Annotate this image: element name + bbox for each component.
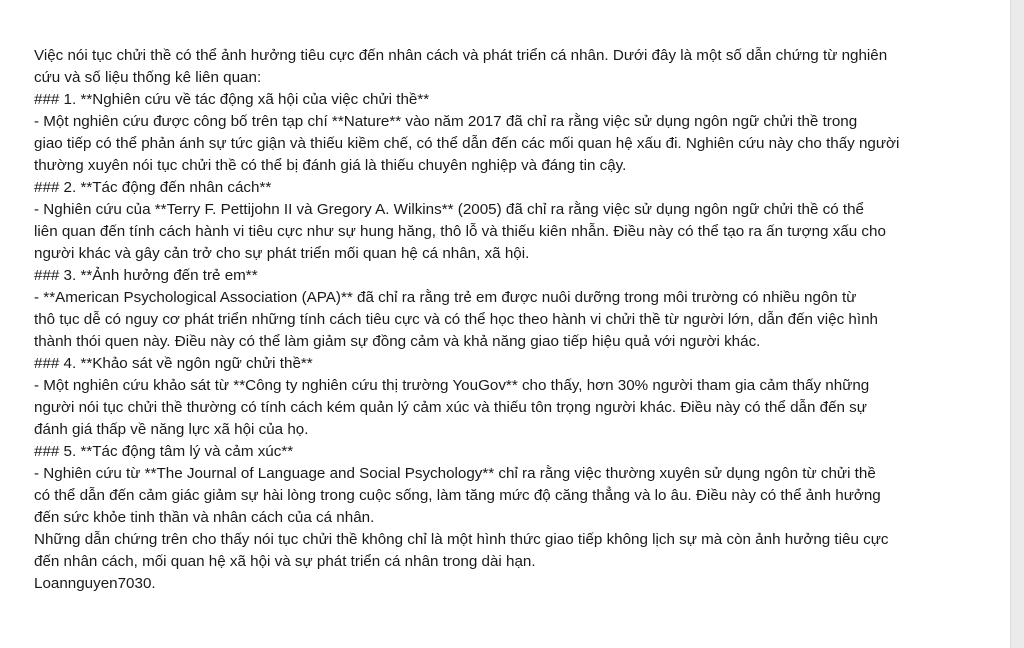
section-3-paragraph-line: thô tục dễ có nguy cơ phát triển những tính cách tiêu cực và có thể học theo hành vi chửi thề từ người lớn, dẫn đến việc hình bbox=[34, 311, 878, 328]
section-1-paragraph-line: thường xuyên nói tục chửi thề có thể bị đánh giá là thiếu chuyên nghiệp và đáng tin cậy. bbox=[34, 157, 627, 174]
section-2-heading: ### 2. **Tác động đến nhân cách** bbox=[34, 179, 272, 196]
intro-line: Việc nói tục chửi thề có thể ảnh hưởng tiêu cực đến nhân cách và phát triển cá nhân. Dưới đây là một số dẫn chứng từ nghiên bbox=[34, 47, 888, 64]
section-4-paragraph-line: người nói tục chửi thề thường có tính cách kém quản lý cảm xúc và thiếu tôn trọng người khác. Điều này có thể dẫn đến sự bbox=[34, 399, 867, 416]
section-2-paragraph-line: - Nghiên cứu của **Terry F. Pettijohn II và Gregory A. Wilkins** (2005) đã chỉ ra rằng việc sử dụng ngôn ngữ chửi thề có thể bbox=[34, 201, 864, 218]
section-1-heading: ### 1. **Nghiên cứu về tác động xã hội của việc chửi thề** bbox=[34, 91, 430, 108]
conclusion-line: đến nhân cách, mối quan hệ xã hội và sự phát triển cá nhân trong dài hạn. bbox=[34, 553, 536, 570]
conclusion-line: Những dẫn chứng trên cho thấy nói tục chửi thề không chỉ là một hình thức giao tiếp không lịch sự mà còn ảnh hưởng tiêu cực bbox=[34, 531, 889, 548]
intro-line: cứu và số liệu thống kê liên quan: bbox=[34, 69, 262, 86]
section-5-paragraph-line: đến sức khỏe tinh thần và nhân cách của cá nhân. bbox=[34, 509, 375, 526]
section-5-paragraph-line: có thể dẫn đến cảm giác giảm sự hài lòng trong cuộc sống, làm tăng mức độ căng thẳng và lo âu. Điều này có thể ảnh hưởng bbox=[34, 487, 881, 504]
section-4-heading: ### 4. **Khảo sát về ngôn ngữ chửi thề** bbox=[34, 355, 313, 372]
section-5-heading: ### 5. **Tác động tâm lý và cảm xúc** bbox=[34, 443, 294, 460]
section-3-heading: ### 3. **Ảnh hưởng đến trẻ em** bbox=[34, 267, 258, 284]
vertical-scrollbar[interactable] bbox=[1010, 0, 1024, 648]
section-4-paragraph-line: đánh giá thấp về năng lực xã hội của họ. bbox=[34, 421, 309, 438]
section-2-paragraph-line: người khác và gây cản trở cho sự phát triển mối quan hệ cá nhân, xã hội. bbox=[34, 245, 530, 262]
section-1-paragraph-line: giao tiếp có thể phản ánh sự tức giận và thiếu kiềm chế, có thể dẫn đến các mối quan hệ xấu đi. Nghiên cứu này cho thấy người bbox=[34, 135, 900, 152]
author-signature: Loannguyen7030. bbox=[34, 575, 156, 592]
document-body[interactable] bbox=[34, 45, 974, 595]
section-1-paragraph-line: - Một nghiên cứu được công bố trên tạp chí **Nature** vào năm 2017 đã chỉ ra rằng việc sử dụng ngôn ngữ chửi thề trong bbox=[34, 113, 858, 130]
section-2-paragraph-line: liên quan đến tính cách hành vi tiêu cực như sự hung hăng, thô lỗ và thiếu kiên nhẫn. Điều này có thể tạo ra ấn tượng xấu cho bbox=[34, 223, 886, 240]
section-5-paragraph-line: - Nghiên cứu từ **The Journal of Language and Social Psychology** chỉ ra rằng việc thường xuyên sử dụng ngôn từ chửi thề bbox=[34, 465, 876, 482]
section-3-paragraph-line: - **American Psychological Association (APA)** đã chỉ ra rằng trẻ em được nuôi dưỡng trong môi trường có nhiều ngôn từ bbox=[34, 289, 857, 306]
section-3-paragraph-line: thành thói quen này. Điều này có thể làm giảm sự đồng cảm và khả năng giao tiếp hiệu quả với người khác. bbox=[34, 333, 761, 350]
section-4-paragraph-line: - Một nghiên cứu khảo sát từ **Công ty nghiên cứu thị trường YouGov** cho thấy, hơn 30% người tham gia cảm thấy những bbox=[34, 377, 870, 394]
